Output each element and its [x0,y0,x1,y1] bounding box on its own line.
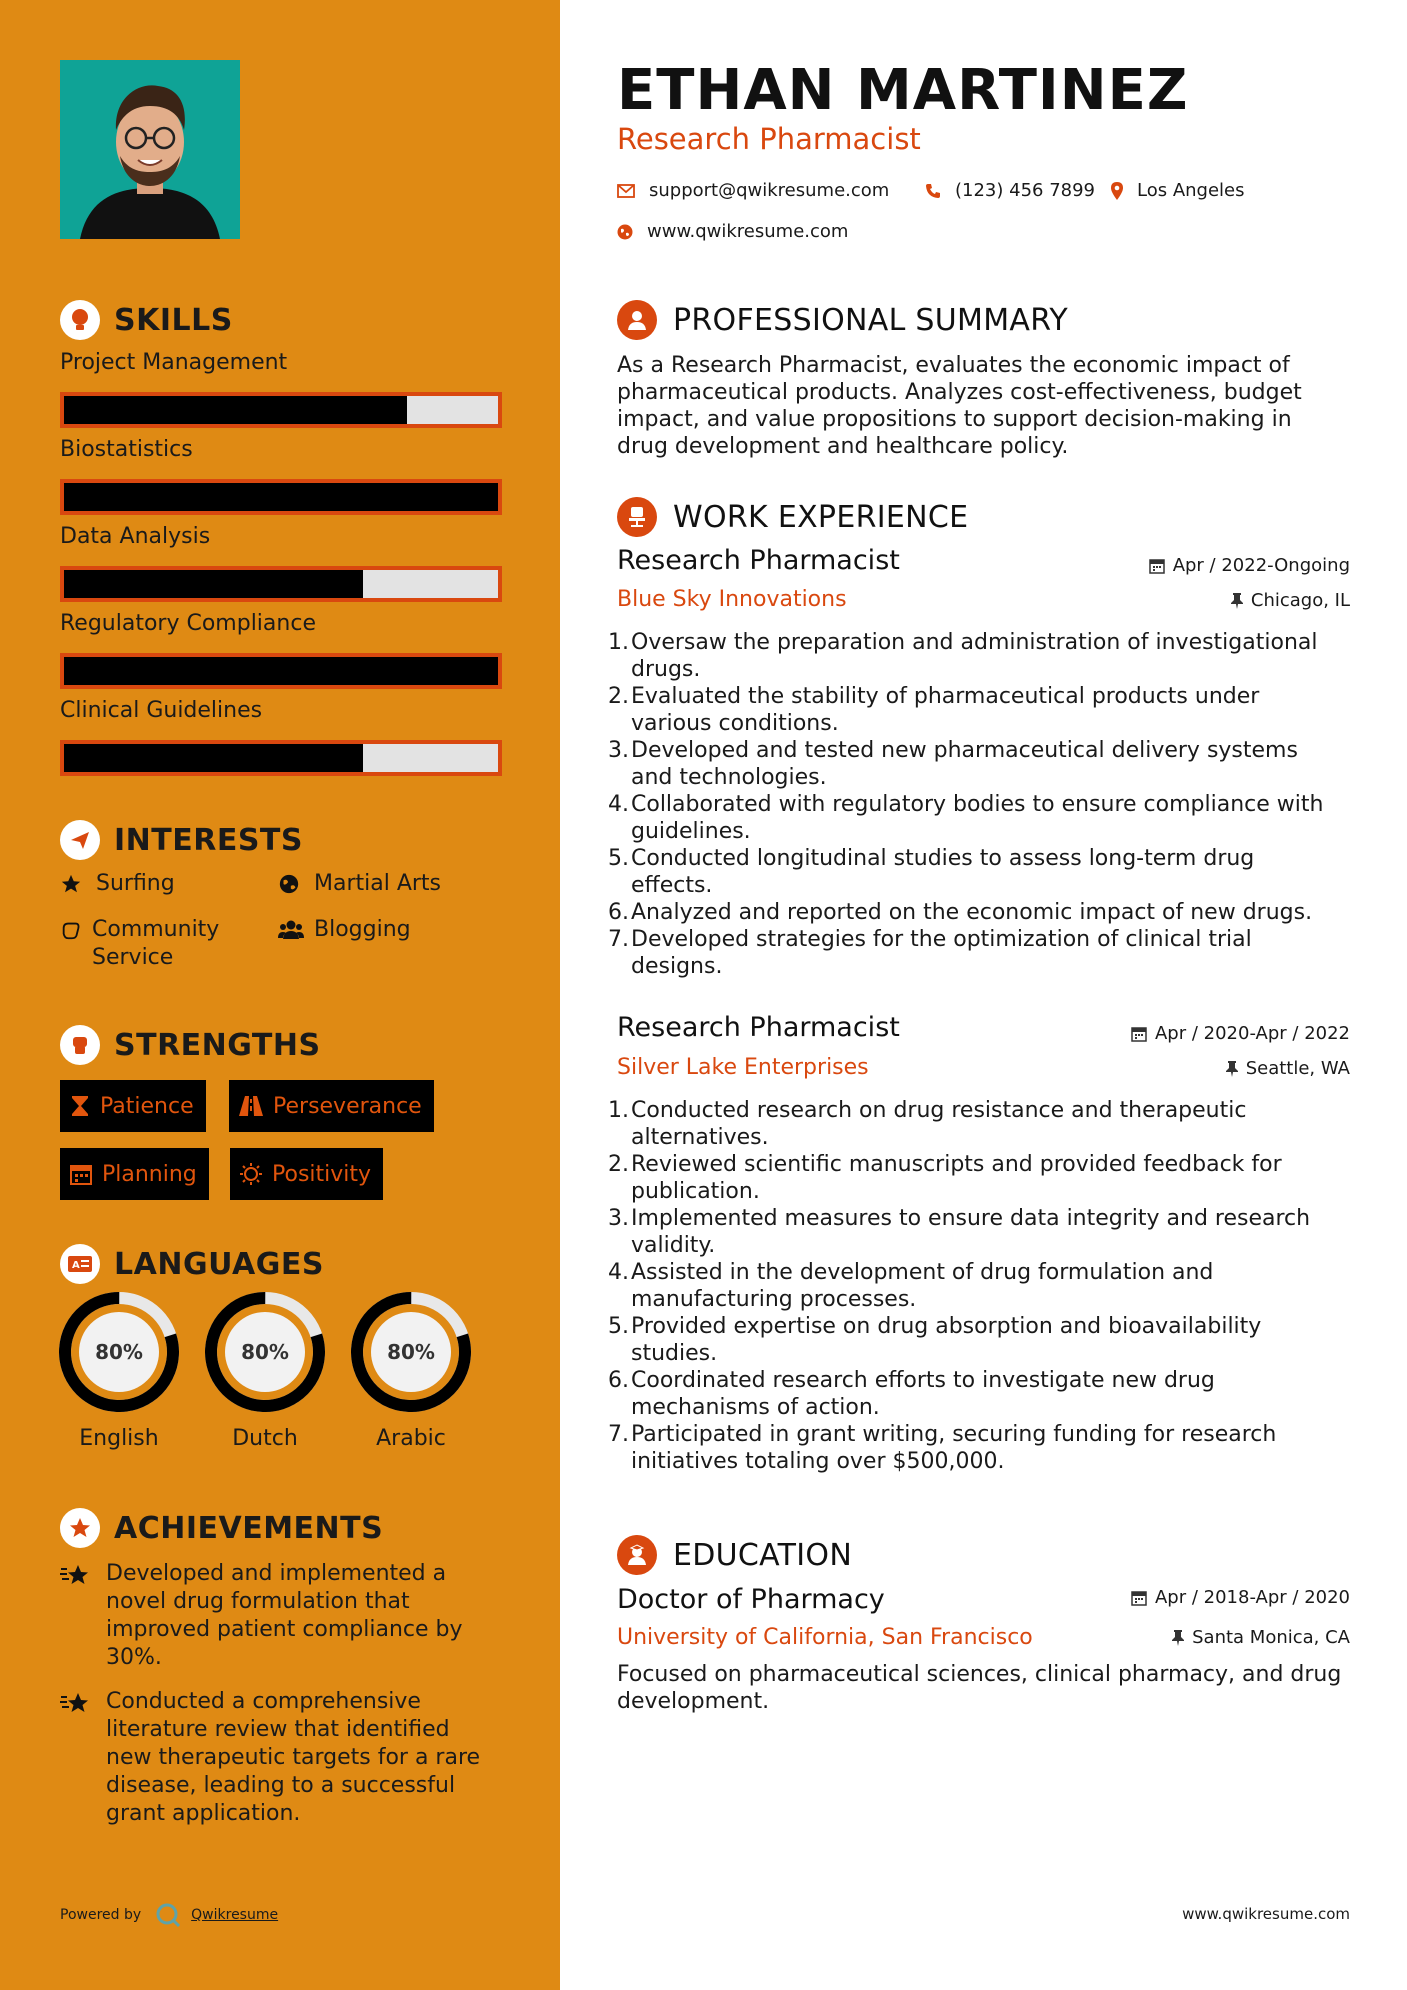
duty-text: Reviewed scientific manuscripts and provided feedback for publication. [631,1152,1282,1204]
shooting-star-icon [60,1560,96,1672]
map-pin-icon [1111,182,1123,200]
skill-item [60,437,502,515]
contact-email[interactable] [617,180,889,201]
summary-text: As a Research Pharmacist, evaluates the economic impact of pharmaceutical products. Analyzes cost-effectiveness, budget impact, and value propositions to support decision-making in drug development and healthcare policy. [617,353,1302,459]
duty-item: 6. Coordinated research efforts to investigate new drug mechanisms of action. [608,1367,1341,1421]
summary-title: PROFESSIONAL SUMMARY [673,302,1069,338]
users-icon [278,916,304,944]
duty-text: Analyzed and reported on the economic impact of new drugs. [631,900,1313,925]
job-date [1149,555,1350,576]
skill-bar-fill [64,396,407,424]
shooting-star-icon [60,1688,96,1828]
powered-by-text: Powered by [60,1907,142,1923]
duty-item: 2. Evaluated the stability of pharmaceutical products under various conditions. [608,683,1341,737]
email-text: support@qwikresume.com [649,180,890,201]
duty-item: 5. Conducted longitudinal studies to assess long-term drug effects. [608,845,1341,899]
language-ring [59,1292,179,1412]
candidate-name: ETHAN MARTINEZ [617,58,1189,123]
skill-name: Regulatory Compliance [60,611,316,636]
job-duties-list [608,1097,1341,1475]
interest-label: Community Service [92,917,220,970]
skill-bar-fill [64,657,498,685]
experience-title: WORK EXPERIENCE [673,499,969,535]
contact-location [1111,180,1245,201]
sidebar [0,0,560,1990]
footer-website[interactable]: www.qwikresume.com [1182,1905,1350,1923]
language-item [205,1292,325,1451]
skills-title: SKILLS [114,302,233,338]
skill-bar [60,479,502,515]
language-item [59,1292,179,1451]
qwikresume-link[interactable]: Qwikresume [191,1907,279,1923]
strength-label: Perseverance [273,1093,422,1119]
lightbulb-icon [60,300,100,340]
strengths-title: STRENGTHS [114,1027,321,1063]
calendar-icon [1131,1590,1147,1606]
language-percent: 80% [387,1340,435,1364]
duty-item: 6. Analyzed and reported on the economic impact of new drugs. [608,900,1313,925]
duty-text: Provided expertise on drug absorption and bioavailability studies. [631,1314,1262,1366]
duty-text: Oversaw the preparation and administration of investigational drugs. [631,630,1318,682]
education-date [1131,1587,1350,1608]
language-item [351,1292,471,1451]
skill-bar-fill [64,483,498,511]
strengths-heading [60,1025,321,1065]
job-company: Silver Lake Enterprises [617,1055,869,1080]
strength-tag [229,1080,434,1132]
language-name: English [79,1426,159,1451]
strength-label: Positivity [272,1161,372,1187]
duty-item: 2. Reviewed scientific manuscripts and provided feedback for publication. [608,1151,1341,1205]
hourglass-icon [70,1095,90,1117]
education-location [1172,1627,1350,1648]
duty-item: 4. Assisted in the development of drug formulation and manufacturing processes. [608,1259,1341,1313]
skill-bar [60,392,502,428]
duty-text: Implemented measures to ensure data integrity and research validity. [631,1206,1311,1258]
interest-item [278,916,411,944]
job-company: Blue Sky Innovations [617,587,847,612]
skill-item [60,524,502,602]
duty-text: Developed and tested new pharmaceutical delivery systems and technologies. [631,738,1298,790]
achievements-heading [60,1508,383,1548]
duty-item: 1. Conducted research on drug resistance and therapeutic alternatives. [608,1097,1341,1151]
profile-photo [60,60,240,239]
education-title: EDUCATION [673,1537,853,1573]
skill-item [60,698,502,776]
hand-icon [60,916,82,944]
interests-heading [60,820,303,860]
fist-icon [60,1025,100,1065]
road-icon [239,1096,263,1116]
pushpin-icon [1172,1630,1184,1646]
candidate-role: Research Pharmacist [617,122,921,156]
job-location [1231,590,1350,611]
job-duties-list [608,629,1341,980]
job-date-text: Apr / 2020-Apr / 2022 [1154,1023,1350,1044]
contact-website[interactable] [617,221,848,242]
duty-item: 3. Implemented measures to ensure data integrity and research validity. [608,1205,1341,1259]
skill-name: Project Management [60,350,288,375]
skills-heading [60,300,233,340]
interest-item [278,870,441,898]
pushpin-icon [1226,1061,1238,1077]
sun-icon [240,1163,262,1185]
job-date-text: Apr / 2022-Ongoing [1172,555,1350,576]
pushpin-icon [1231,593,1243,609]
duty-text: Evaluated the stability of pharmaceutical products under various conditions. [631,684,1260,736]
achievement-text: Conducted a comprehensive literature review that identified new therapeutic targets for a rare disease, leading to a successful grant application. [106,1689,481,1826]
skill-name: Data Analysis [60,524,211,549]
interest-label: Blogging [314,917,411,942]
job-title: Research Pharmacist [617,1012,900,1043]
skill-name: Clinical Guidelines [60,698,263,723]
duty-text: Developed strategies for the optimization of clinical trial designs. [631,927,1252,979]
duty-text: Participated in grant writing, securing funding for research initiatives totaling over $500,000. [631,1422,1277,1474]
language-name: Arabic [376,1426,446,1451]
strength-label: Planning [102,1161,197,1187]
language-name: Dutch [232,1426,298,1451]
languages-title: LANGUAGES [114,1246,324,1282]
calendar-icon [70,1163,92,1185]
job-location [1226,1058,1350,1079]
user-icon [617,300,657,340]
interest-label: Martial Arts [314,871,442,896]
duty-item: 1. Oversaw the preparation and administration of investigational drugs. [608,629,1341,683]
duty-text: Assisted in the development of drug formulation and manufacturing processes. [631,1260,1214,1312]
star-icon [60,870,86,898]
location-text: Los Angeles [1137,180,1245,201]
language-percent: 80% [95,1340,143,1364]
languages-heading [60,1244,324,1284]
skill-bar [60,740,502,776]
globe-icon [278,870,304,898]
skill-bar-fill [64,744,363,772]
interest-label: Surfing [96,871,175,896]
education-date-text: Apr / 2018-Apr / 2020 [1154,1587,1350,1608]
experience-heading [617,497,968,537]
summary-heading [617,300,1068,340]
achievement-item [60,1688,500,1828]
duty-item: 4. Collaborated with regulatory bodies to ensure compliance with guidelines. [608,791,1341,845]
achievement-item [60,1560,500,1672]
duty-item: 7. Developed strategies for the optimization of clinical trial designs. [608,926,1341,980]
star-badge-icon [60,1508,100,1548]
language-ring [351,1292,471,1412]
duty-text: Coordinated research efforts to investigate new drug mechanisms of action. [631,1368,1215,1420]
graduate-icon [617,1535,657,1575]
skill-item [60,350,502,428]
language-icon [60,1244,100,1284]
skill-bar-fill [64,570,363,598]
duty-item: 7. Participated in grant writing, securing funding for research initiatives totaling over $500,000. [608,1421,1341,1475]
job-date [1131,1023,1350,1044]
duty-item: 5. Provided expertise on drug absorption and bioavailability studies. [608,1313,1341,1367]
language-ring [205,1292,325,1412]
strength-label: Patience [100,1093,194,1119]
school-name: University of California, San Francisco [617,1625,1033,1650]
degree-title: Doctor of Pharmacy [617,1584,885,1615]
phone-text: (123) 456 7899 [955,180,1096,201]
interests-title: INTERESTS [114,822,303,858]
chair-icon [617,497,657,537]
skill-name: Biostatistics [60,437,193,462]
envelope-icon [617,184,635,198]
strength-tag [60,1148,209,1200]
interest-item [60,870,175,898]
globe-icon [617,224,633,240]
duty-text: Conducted longitudinal studies to assess long-term drug effects. [631,846,1255,898]
strength-tag [230,1148,383,1200]
achievement-text: Developed and implemented a novel drug formulation that improved patient compliance by 30%. [106,1561,463,1670]
strength-tag [60,1080,206,1132]
calendar-icon [1149,558,1165,574]
job-title: Research Pharmacist [617,545,900,576]
avatar [60,60,240,239]
education-heading [617,1535,852,1575]
website-text: www.qwikresume.com [647,221,849,242]
education-description: Focused on pharmaceutical sciences, clinical pharmacy, and drug development. [617,1662,1342,1714]
phone-icon [925,183,941,199]
interest-item [60,916,260,972]
education-location-text: Santa Monica, CA [1192,1627,1350,1648]
duty-text: Collaborated with regulatory bodies to ensure compliance with guidelines. [631,792,1324,844]
language-percent: 80% [241,1340,289,1364]
job-location-text: Seattle, WA [1245,1058,1350,1079]
skill-bar [60,653,502,689]
calendar-icon [1131,1026,1147,1042]
skill-item [60,611,502,689]
powered-by [60,1902,278,1928]
qwikresume-logo-icon [155,1902,181,1928]
duty-text: Conducted research on drug resistance and therapeutic alternatives. [631,1098,1247,1150]
skill-bar [60,566,502,602]
paper-plane-icon [60,820,100,860]
duty-item: 3. Developed and tested new pharmaceutical delivery systems and technologies. [608,737,1341,791]
achievements-title: ACHIEVEMENTS [114,1510,384,1546]
contact-phone[interactable] [925,180,1095,201]
svg-text:A: A [72,1260,80,1271]
job-location-text: Chicago, IL [1250,590,1350,611]
